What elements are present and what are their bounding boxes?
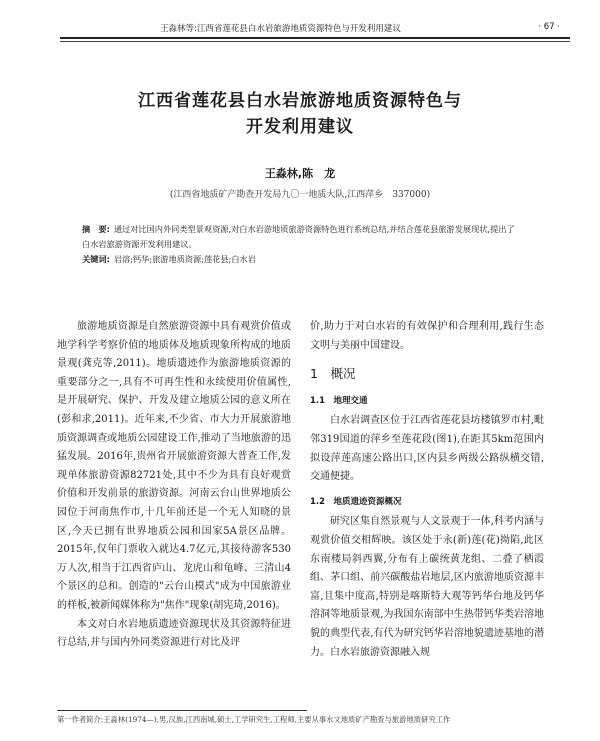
authors: 王淼林,陈 龙 — [264, 167, 336, 180]
footnote-rule — [57, 710, 307, 711]
abstract-label: 摘 要: — [82, 224, 110, 234]
subsection-heading-geoheritage: 1.2 地质遗迹资源概况 — [310, 496, 402, 507]
title-line-1: 江西省莲花县白水岩旅游地质资源特色与 — [138, 91, 462, 111]
section-heading-overview: 1 概况 — [310, 366, 356, 382]
left-column — [57, 318, 291, 653]
body-paragraph: 价,助力于对白水岩的有效保护和合理利用,践行生态文明与美丽中国建设。 — [310, 321, 544, 351]
header-rule-thin — [60, 41, 570, 42]
abstract-text: 通过对比国内外同类型景观资源,对白水岩游地质旅游资源特色进行系统总结,并结合莲花县旅游发展现状,提出了白水岩旅游资源开发利用建议。 — [82, 224, 515, 249]
keywords-text: 岩溶;钙华;旅游地质资源;莲花县;白水岩 — [113, 254, 256, 264]
keywords-label: 关键词: — [82, 254, 110, 264]
author-footnote: 第一作者简介:王淼林(1974—),男,汉族,江西南城,硕士,工学研究生,工程师,主要从事水文地质矿产勘查与旅游地质研究工作 — [57, 715, 451, 724]
article-title — [40, 88, 560, 140]
title-line-2: 开发利用建议 — [246, 117, 354, 137]
keywords-paragraph — [82, 252, 516, 267]
body-paragraph: 旅游地质资源是自然旅游资源中具有观赏价值或地学科学考察价值的地质体及地质现象所构成的地质景观(龚克等,2011)。地质遗迹作为旅游地质资源的重要部分之一,具有不可再生性和永续使用价值属性,是开展研究、保护、开发及建立地质公园的意义所在(彭和求,2011)。近年来,不少省、市大力开展旅游地质资源调查或地质公园建设工作,推动了当地旅游的迅猛发展。2016年,贵州省开展旅游资源大普查工作,发现单体旅游资源82721处,其中不少为具有良好观赏价值和开发前景的旅游资源。河南云台山世界地质公园位于河南焦作市,十几年前还是一个无人知晓的景区,今天已拥有世界地质公园和国家5A景区品牌。2015年,仅年门票收入就达4.7亿元,其接待游客530万人次,相当于江西省庐山、龙虎山和龟峰、三清山4个景区的总和。创造的"云台山模式"成为中国旅游业的样板,被新闻媒体称为"焦作"现象(胡宪琦,2016)。 — [57, 321, 291, 611]
abstract — [82, 222, 516, 267]
page-number: · 67 · — [538, 22, 560, 32]
body-paragraph: 白水岩调查区位于江西省莲花县坊楼镇罗市村,毗邻319国道的萍乡至莲花段(图1),在距其5km范围内拟设萍莲高速公路出口,区内县乡两级公路纵横交错,交通便捷。 — [310, 415, 544, 483]
running-header — [40, 22, 570, 36]
body-paragraph: 研究区集自然景观与人文景观于一体,科考内涵与观赏价值交相辉映。该区处于永(新)莲(花)拗陷,此区东南楼局斜西翼,分布有上碳统黄龙组、二叠了栖霞组、茅口组、前兴碳酸盐岩地层,区内旅游地质资源丰富,且集中度高,特别是喀斯特大观等钙华台地及钙华溶洞等地质景观,为我国东南部中生热带钙华类岩溶地貌的典型代表,有代为研究钙华岩溶地貌遗迹基地的潜力。白水岩旅游资源融入规 — [310, 516, 544, 658]
subsection-heading-geography: 1.1 地理交通 — [310, 395, 368, 406]
abstract-paragraph — [82, 222, 516, 252]
affiliation: (江西省地质矿产勘查开发局九〇一地质大队,江西萍乡 337000) — [169, 190, 431, 200]
body-paragraph: 本文对白水岩地质遗迹资源现状及其资源特征进行总结,并与国内外同类资源进行对比及评 — [57, 618, 291, 649]
header-rule-thick — [60, 37, 570, 39]
running-title: 王淼林等:江西省莲花县白水岩旅游地质资源特色与开发利用建议 — [160, 24, 401, 34]
right-column — [310, 318, 544, 662]
